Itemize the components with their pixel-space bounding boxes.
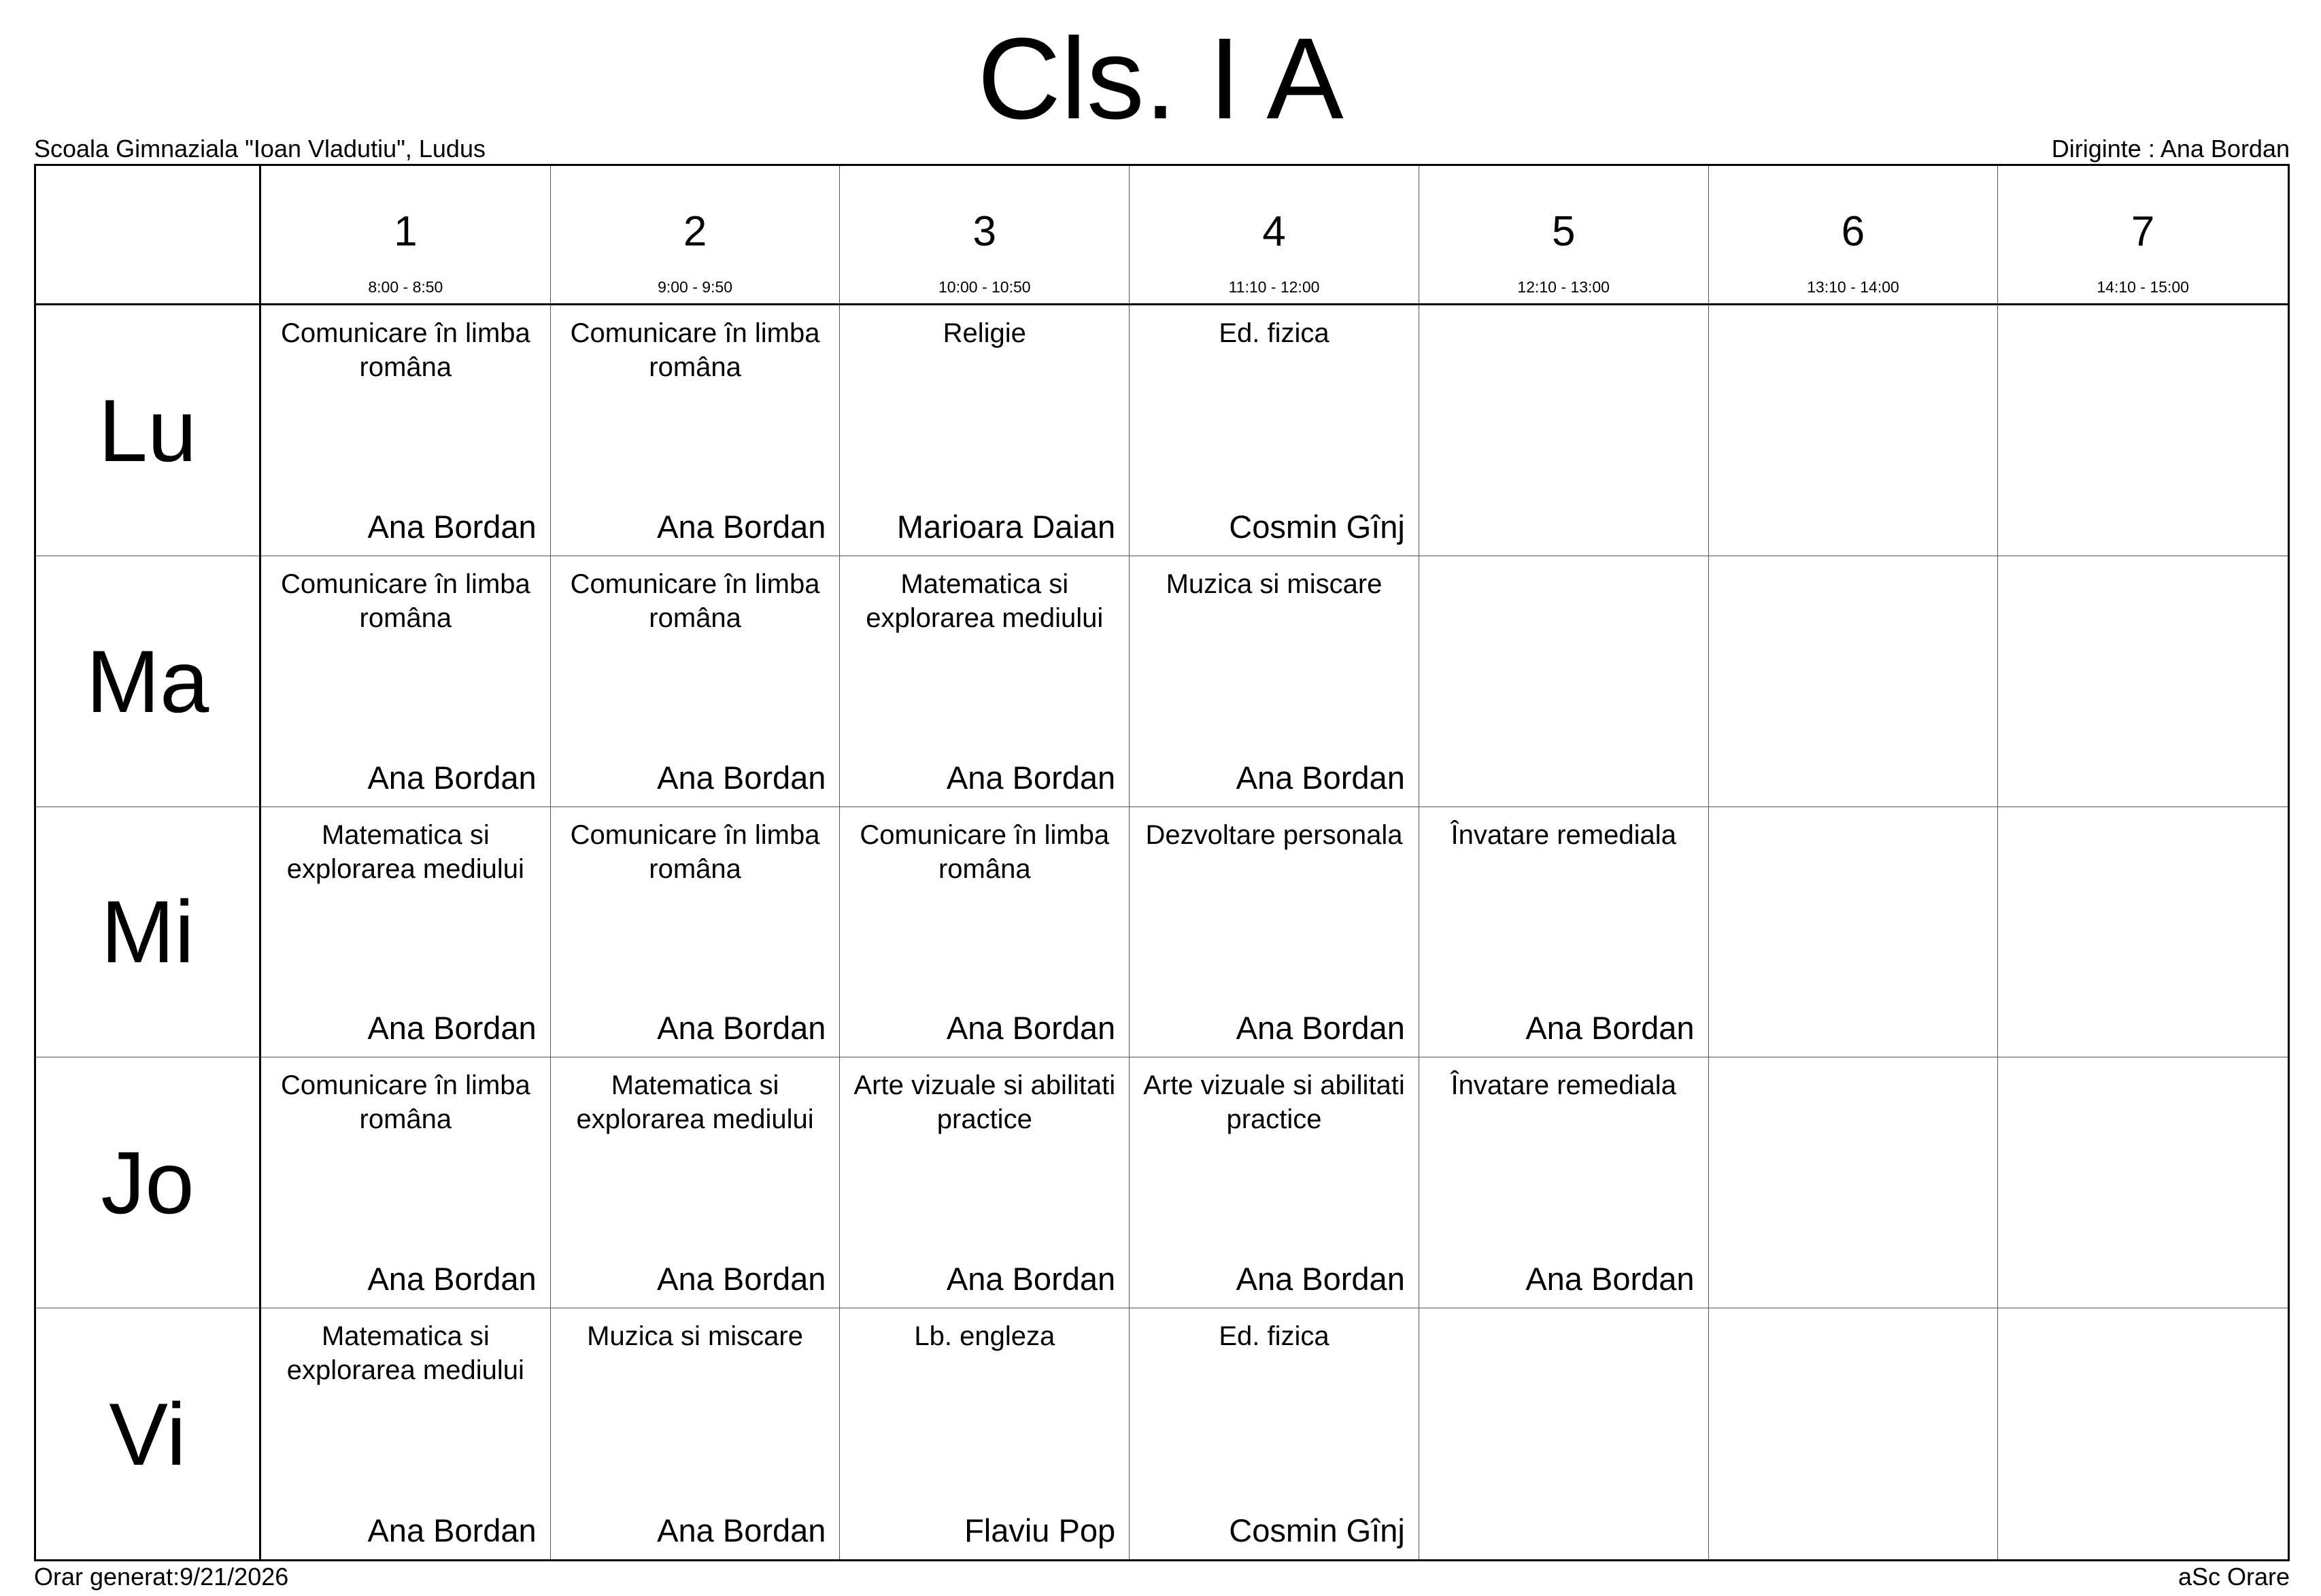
lesson-subject: Dezvoltare personala <box>1145 819 1403 850</box>
period-number: 1 <box>394 208 418 255</box>
day-label: Ma <box>86 631 209 731</box>
lesson-subject: Matematica si explorarea mediului <box>286 1321 524 1386</box>
lesson-cell <box>551 1057 841 1308</box>
lesson-teacher: Ana Bordan <box>1525 1010 1695 1047</box>
lesson-teacher: Marioara Daian <box>896 508 1116 545</box>
lesson-cell <box>551 556 841 807</box>
lesson-cell <box>551 305 841 556</box>
lesson-cell <box>1130 556 1419 807</box>
lesson-cell <box>1130 1308 1419 1559</box>
lesson-teacher: Ana Bordan <box>946 1261 1116 1297</box>
lesson-subject: Arte vizuale si abilitati practice <box>853 1070 1116 1135</box>
lesson-teacher: Ana Bordan <box>946 1010 1116 1047</box>
day-header <box>36 556 261 807</box>
period-time: 8:00 - 8:50 <box>368 278 443 296</box>
period-time: 14:10 - 15:00 <box>2097 278 2189 296</box>
lesson-cell <box>840 807 1130 1058</box>
period-number: 5 <box>1551 208 1576 255</box>
empty-cell <box>1709 556 1999 807</box>
lesson-cell <box>840 1308 1130 1559</box>
empty-cell <box>1419 556 1709 807</box>
period-time: 12:10 - 13:00 <box>1517 278 1610 296</box>
day-header <box>36 1308 261 1559</box>
empty-cell <box>1709 807 1999 1058</box>
period-time: 10:00 - 10:50 <box>938 278 1031 296</box>
lesson-cell <box>261 305 551 556</box>
lesson-cell <box>261 1057 551 1308</box>
lesson-cell <box>1419 1057 1709 1308</box>
empty-cell <box>1419 305 1709 556</box>
lesson-subject: Matematica si explorarea mediului <box>576 1070 814 1135</box>
period-time: 13:10 - 14:00 <box>1807 278 1899 296</box>
period-header <box>1709 166 1999 305</box>
school-name: Scoala Gimnaziala "Ioan Vladutiu", Ludus <box>34 135 486 163</box>
lesson-teacher: Ana Bordan <box>367 1261 537 1297</box>
day-header <box>36 305 261 556</box>
lesson-teacher: Ana Bordan <box>657 1512 826 1548</box>
lesson-cell <box>1130 1057 1419 1308</box>
lesson-cell <box>840 556 1130 807</box>
period-number: 4 <box>1262 208 1286 255</box>
lesson-cell <box>840 1057 1130 1308</box>
lesson-cell <box>1419 807 1709 1058</box>
lesson-subject: Lb. engleza <box>914 1321 1055 1352</box>
lesson-cell <box>261 556 551 807</box>
lesson-teacher: Ana Bordan <box>1525 1261 1695 1297</box>
lesson-teacher: Ana Bordan <box>657 1010 826 1047</box>
period-header <box>1130 166 1419 305</box>
lesson-subject: Învatare remediala <box>1451 819 1676 850</box>
lesson-cell <box>1130 807 1419 1058</box>
lesson-teacher: Ana Bordan <box>367 1010 537 1047</box>
lesson-teacher: Cosmin Gînj <box>1229 1512 1405 1548</box>
empty-cell <box>1998 807 2288 1058</box>
lesson-subject: Matematica si explorarea mediului <box>866 568 1104 633</box>
period-header <box>1419 166 1709 305</box>
lesson-teacher: Ana Bordan <box>367 1512 537 1548</box>
day-label: Mi <box>101 882 194 982</box>
lesson-subject: Comunicare în limba româna <box>280 568 530 633</box>
empty-cell <box>1998 305 2288 556</box>
lesson-subject: Religie <box>943 318 1026 348</box>
lesson-subject: Comunicare în limba româna <box>570 318 820 382</box>
lesson-cell <box>551 807 841 1058</box>
lesson-teacher: Ana Bordan <box>367 759 537 796</box>
lesson-teacher: Ana Bordan <box>1236 759 1405 796</box>
lesson-subject: Comunicare în limba româna <box>570 568 820 633</box>
day-label: Lu <box>98 380 197 480</box>
page-title: Cls. I A <box>977 14 1344 143</box>
empty-cell <box>1709 1057 1999 1308</box>
empty-cell <box>1419 1308 1709 1559</box>
empty-cell <box>1709 305 1999 556</box>
period-header <box>1998 166 2288 305</box>
lesson-teacher: Ana Bordan <box>1236 1010 1405 1047</box>
lesson-cell <box>551 1308 841 1559</box>
lesson-cell <box>261 807 551 1058</box>
lesson-subject: Muzica si miscare <box>587 1321 803 1352</box>
empty-cell <box>1998 1308 2288 1559</box>
lesson-teacher: Ana Bordan <box>946 759 1116 796</box>
day-header <box>36 1057 261 1308</box>
generated-date: Orar generat:9/21/2026 <box>34 1563 289 1591</box>
empty-cell <box>1709 1308 1999 1559</box>
lesson-subject: Comunicare în limba româna <box>280 318 530 382</box>
lesson-subject: Arte vizuale si abilitati practice <box>1143 1070 1405 1135</box>
lesson-teacher: Ana Bordan <box>657 759 826 796</box>
timetable-grid <box>34 164 2290 1561</box>
period-time: 11:10 - 12:00 <box>1228 278 1320 296</box>
period-number: 3 <box>972 208 997 255</box>
period-number: 7 <box>2131 208 2155 255</box>
period-header <box>261 166 551 305</box>
period-header <box>840 166 1130 305</box>
lesson-subject: Ed. fizica <box>1219 1321 1329 1352</box>
lesson-subject: Ed. fizica <box>1219 318 1329 348</box>
empty-cell <box>1998 556 2288 807</box>
lesson-subject: Comunicare în limba româna <box>280 1070 530 1135</box>
period-number: 6 <box>1841 208 1865 255</box>
lesson-subject: Muzica si miscare <box>1166 568 1383 599</box>
empty-cell <box>1998 1057 2288 1308</box>
lesson-teacher: Ana Bordan <box>367 508 537 545</box>
lesson-teacher: Ana Bordan <box>657 508 826 545</box>
lesson-subject: Învatare remediala <box>1451 1070 1676 1101</box>
corner-cell <box>36 166 261 305</box>
day-label: Vi <box>109 1384 186 1484</box>
period-header <box>551 166 841 305</box>
lesson-teacher: Flaviu Pop <box>964 1512 1116 1548</box>
period-time: 9:00 - 9:50 <box>658 278 733 296</box>
lesson-cell <box>1130 305 1419 556</box>
lesson-teacher: Ana Bordan <box>1236 1261 1405 1297</box>
lesson-cell <box>840 305 1130 556</box>
day-label: Jo <box>101 1133 194 1233</box>
lesson-teacher: Cosmin Gînj <box>1229 508 1405 545</box>
software-credit: aSc Orare <box>2178 1563 2290 1591</box>
class-teacher: Diriginte : Ana Bordan <box>2051 135 2290 163</box>
lesson-subject: Matematica si explorarea mediului <box>286 819 524 884</box>
day-header <box>36 807 261 1058</box>
lesson-cell <box>261 1308 551 1559</box>
lesson-subject: Comunicare în limba româna <box>860 819 1110 884</box>
lesson-teacher: Ana Bordan <box>657 1261 826 1297</box>
lesson-subject: Comunicare în limba româna <box>570 819 820 884</box>
period-number: 2 <box>683 208 707 255</box>
